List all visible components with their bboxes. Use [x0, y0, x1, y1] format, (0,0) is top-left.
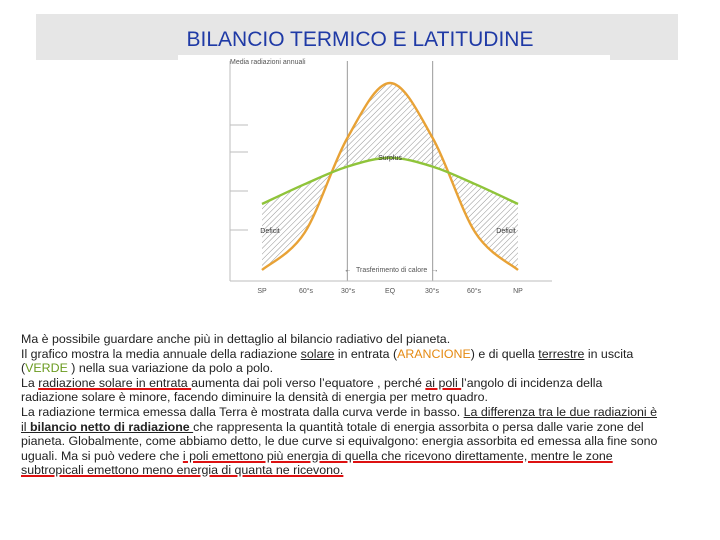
y-axis-label: Media radiazioni annuali [230, 59, 306, 66]
text-span: La [21, 375, 39, 390]
text-span: Il grafico mostra la media annuale della radiazione [21, 346, 301, 361]
paragraph-4 [21, 405, 661, 478]
x-tick-label: 30°s [340, 288, 356, 295]
heat-transfer-label: Trasferimento di calore [356, 267, 428, 274]
x-tick-label: SP [257, 288, 267, 295]
x-axis-tick-labels [257, 287, 523, 295]
text-span: ) e di quella [470, 346, 539, 361]
paragraph-1: Ma è possibile guardare anche più in dettaglio al bilancio radiativo del pianeta. [21, 332, 451, 346]
radiation-chart [178, 55, 610, 323]
paragraph-3 [21, 376, 661, 405]
text-span: in uscita ( [21, 346, 634, 376]
transfer-arrow-right: → [431, 265, 439, 274]
surplus-label: Surplus [378, 155, 402, 162]
text-span: aumenta dai poli verso l’equatore , perché [191, 375, 426, 390]
orange-keyword: ARANCIONE [397, 346, 471, 361]
text-span: La radiazione termica emessa dalla Terra è mostrata dalla curva verde in basso. [21, 404, 464, 419]
deficit-right-area [448, 171, 518, 270]
chart-svg [178, 55, 610, 323]
underlined-solare: solare [300, 346, 335, 361]
deficit-left-label: Deficit [260, 228, 280, 235]
y-axis-ticks [230, 125, 248, 230]
text-span: in entrata ( [334, 346, 398, 361]
underlined-poles: ai poli [425, 375, 462, 390]
slide-title: BILANCIO TERMICO E LATITUDINE [186, 28, 534, 51]
transfer-arrow-left: ← [344, 265, 352, 274]
text-span: che rappresenta la quantità totale di energia assorbita o persa dalle varie zone del pianeta. Globalmente, come abbiamo detto, le due curve si equivalgono: energia assorbita ed emessa alla fine sono uguali. Ma si può vedere che [21, 419, 658, 463]
x-tick-label: EQ [384, 288, 396, 295]
underlined-terrestre: terrestre [538, 346, 585, 361]
deficit-right-label: Deficit [496, 228, 516, 235]
x-tick-label: 60°s [466, 288, 482, 295]
paragraph-2 [21, 347, 661, 376]
underlined-conclusion: i poli emettono più energia di quella che ricevono direttamente, mentre le zone subtropicali emettono meno energia di quanta ne ricevono. [21, 448, 613, 478]
underlined-difference: La differenza tra le due radiazioni è il [21, 404, 657, 434]
text-span: ) nella sua variazione da polo a polo. [67, 361, 274, 376]
x-tick-label: 60°s [298, 288, 314, 295]
text-span: l’angolo di incidenza della radiazione solare è minore, facendo diminuire la densità di energia per metro quadro. [21, 375, 603, 405]
x-tick-label: 30°s [424, 288, 440, 295]
underlined-net-balance: bilancio netto di radiazione [29, 419, 194, 434]
underlined-incoming: radiazione solare in entrata [38, 375, 192, 390]
body-text [21, 332, 661, 478]
x-tick-label: NP [513, 288, 523, 295]
green-keyword: VERDE [25, 361, 68, 376]
